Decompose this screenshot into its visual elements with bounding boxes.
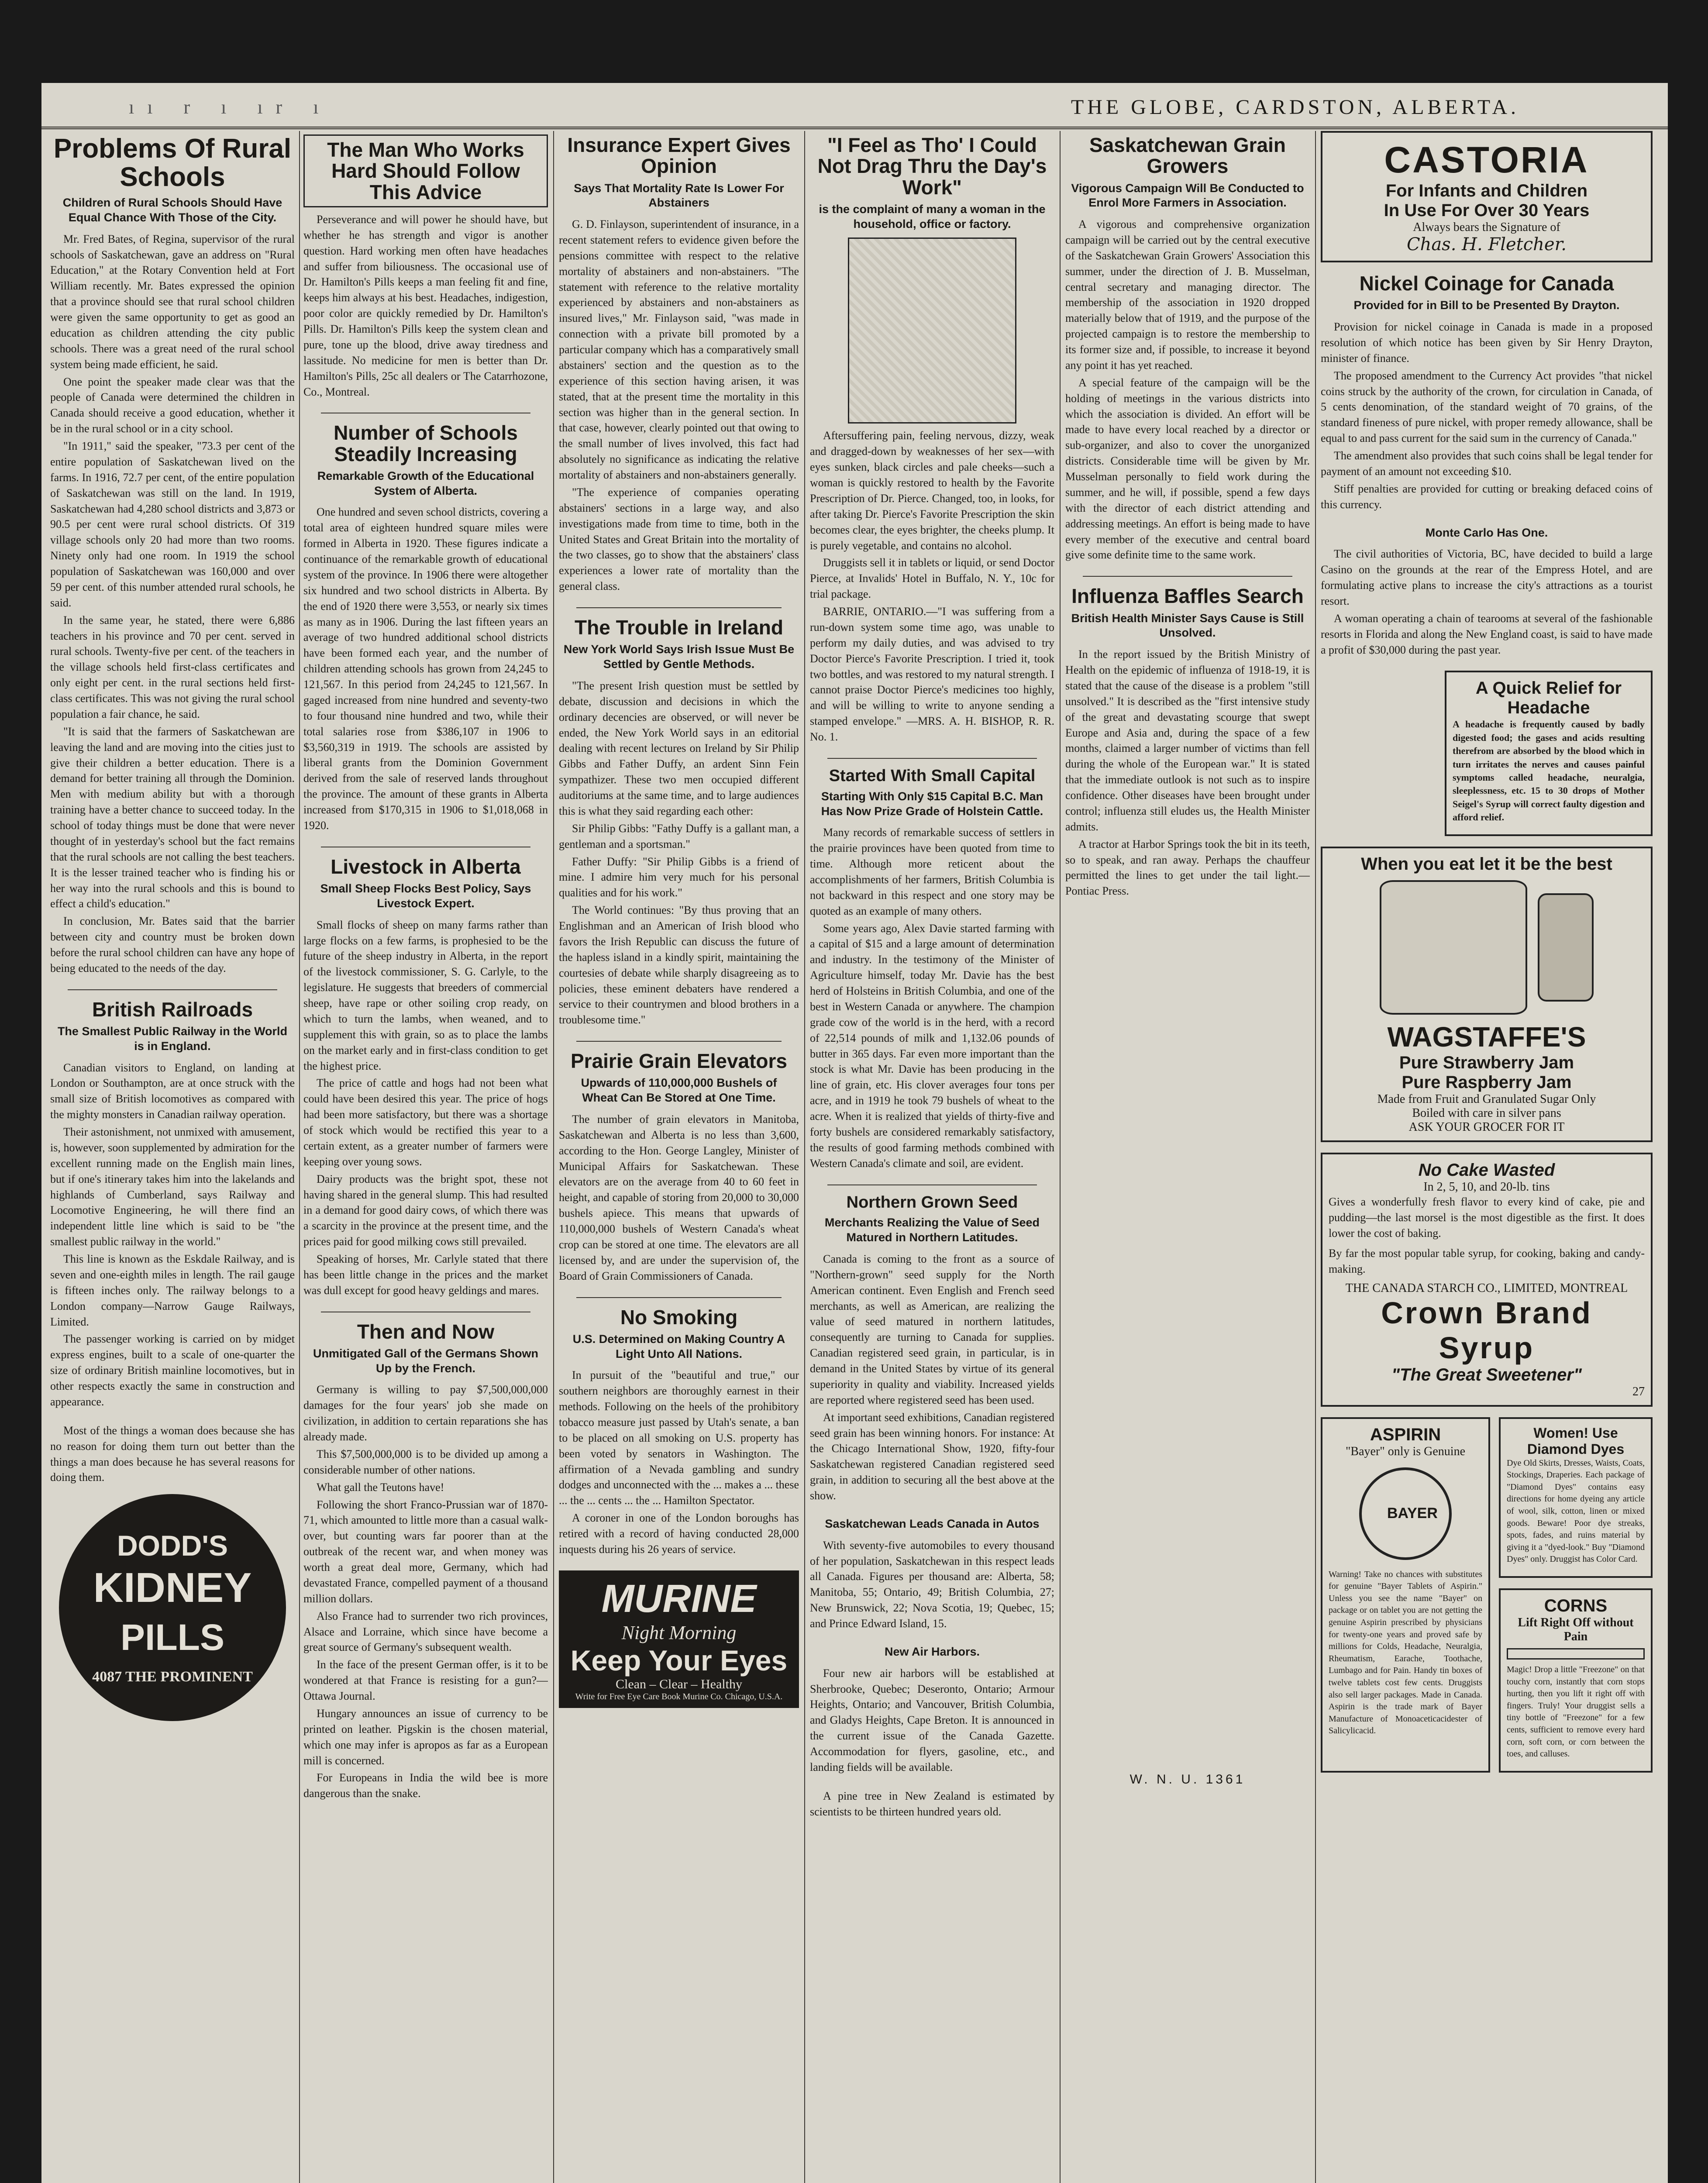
paragraph: Dairy products was the bright spot, these not having shared in the general slump. This had resulted in a demand for good dairy cows, of which there was a scarcity in the province at the present time, and the prices paid for good milking cows still prevailed. bbox=[303, 1172, 548, 1248]
separator bbox=[576, 1041, 782, 1042]
article-body bbox=[810, 825, 1054, 1171]
deck: is the complaint of many a woman in the household, office or factory. bbox=[819, 202, 1046, 231]
ad-line: For Infants and Children bbox=[1385, 181, 1588, 200]
wnu-mark: W. N. U. 1361 bbox=[1129, 1772, 1246, 1787]
article-body bbox=[50, 1060, 295, 1410]
ad-title: CORNS bbox=[1544, 1596, 1608, 1616]
ad-line: 4087 THE PROMINENT bbox=[92, 1669, 253, 1685]
crown-brand-syrup-ad bbox=[1321, 1153, 1653, 1406]
fletcher-signature: Chas. H. Fletcher. bbox=[1406, 234, 1567, 255]
headline: Influenza Baffles Search bbox=[1071, 585, 1304, 608]
paragraph: Many records of remarkable success of settlers in the prairie provinces have been quoted from time to time. Although more reticent about the accomplishments of her farmers, British Columbia is not backward in this respect and one story may be quoted as an example of many others. bbox=[810, 826, 1054, 917]
ad-text: Gives a wonderfully fresh flavor to every kind of cake, pie and pudding—the last morsel is the most digestible as the first. It does lower the cost of baking. bbox=[1329, 1195, 1645, 1240]
deck: U.S. Determined on Making Country A Light Unto All Nations. bbox=[572, 1332, 785, 1360]
paragraph: The World continues: "By thus proving that an Englishman and an American of Irish blood who favors the Irish Republic can discuss the future of the hapless island in a kindly spirit, maintaining the courtesies of debate while sharply disagreeing as to policies, these eminent debaters have rendered a service to their countrymen and blood brothers in a troublesome time." bbox=[559, 904, 799, 1026]
masthead-marks: ıı r ı ır ı bbox=[129, 96, 332, 118]
paragraph: With seventy-five automobiles to every thousand of her population, Saskatchewan in this respect leads all Canada. Figures per thousand are: Alberta, 58; Manitoba, 55; Ontario, 49; British Columbia, 27; New Brunswick, 22; Nova Scotia, 19; Quebec, 15; and Prince Edward Island, 15. bbox=[810, 1539, 1054, 1630]
ad-text: Warning! Take no chances with substitutes for genuine "Bayer Tablets of Aspirin." Unless you see the name "Bayer" on package or on tablet you are not getting the genuine Aspirin prescribed by physicians for twenty-one years and proved safe by millions for Colds, Headache, Neuralgia, Rheumatism, Earache, Toothache, Lumbago and for Pain. Handy tin boxes of twelve tablets cost few cents. Druggists also sell larger packages. Made in Canada. Aspirin is the trade mark of Bayer Manufacture of Monoaceticacidester of Salicylicacid. bbox=[1329, 1569, 1482, 1736]
deck: Upwards of 110,000,000 Bushels of Wheat Can Be Stored at One Time. bbox=[581, 1076, 777, 1105]
paragraph: The proposed amendment to the Currency Act provides "that nickel coins struck by the authority of the crown, for circulation in Canada, of 5 cents denomination, of the standard weight of 70 grains, of the standard fineness of pure nickel, with proper remedy allowance, shall be equal to and pass current for the said sum in the currency of Canada." bbox=[1321, 369, 1653, 445]
ad-text: A headache is frequently caused by badly digested food; the gases and acids resulting therefrom are absorbed by the blood which in turn irritates the nerves and causes painful symptoms called headache, neuralgia, sleeplessness, etc. 15 to 30 drops of Mother Seigel's Syrup will correct faulty digestion and afford relief. bbox=[1453, 719, 1645, 823]
paragraph: The amendment also provides that such coins shall be legal tender for payment of an amount not exceeding $10. bbox=[1321, 449, 1653, 478]
ad-title: Women! Use Diamond Dyes bbox=[1527, 1425, 1625, 1457]
paragraph: Also France had to surrender two rich provinces, Alsace and Lorraine, which since have become a great source of Germany's subsequent wealth. bbox=[303, 1609, 548, 1654]
column-rule bbox=[1060, 131, 1061, 2183]
paragraph: In the same year, he stated, there were 6,886 teachers in his province and 70 per cent. served in rural schools. Twenty-five per cent. of the teachers in the village schools held first-class certificates and only eight per cent. in the rural sections held first-class certificates. This was not giving the rural school population a fair chance, he said. bbox=[50, 613, 295, 720]
paragraph: One hundred and seven school districts, covering a total area of eighteen hundred square miles were formed in Alberta in 1920. These figures indicate a continuance of the remarkable growth of educational system of the province. In 1906 there were altogether six hundred and two school districts in Alberta. By the end of 1920 there were 3,553, or nearly six times as many as in 1906. During the last fifteen years an average of two hundred additional school districts have been formed each year, and the number of children attending schools has grown from 24,245 to 121,567. In this period from 24,245 to 121,567. In gaged increased from nine hundred and seventy-two to four thousand nine hundred and two, while their total salaries rose from $386,107 in 1906 to $3,560,319 in 1919. The schools are assisted by liberal grants from the Dominion Government derived from the sale of reserved lands throughout the province. The amount of these grants in Alberta increased from $170,315 in 1906 to $1,018,068 in 1920. bbox=[303, 506, 548, 832]
article-man-who-works-hard bbox=[303, 134, 548, 399]
article-saskatchewan-grain-growers bbox=[1065, 134, 1310, 563]
article-insurance-expert bbox=[559, 134, 799, 594]
article-monte-carlo bbox=[1321, 526, 1653, 658]
ad-line: Lift Right Off without Pain bbox=[1518, 1616, 1634, 1644]
column-rule bbox=[804, 131, 805, 2183]
paragraph: A vigorous and comprehensive organization campaign will be carried out by the central executive of the Saskatchewan Grain Growers' Association this summer, under the direction of J. B. Musselman, central secretary and managing director. The membership of the association in 1920 dropped materially below that of 1919, and the purpose of the projected campaign is to restore the membership to its former size and, if possible, to increase it beyond any point it has yet reached. bbox=[1065, 218, 1310, 372]
deck: New York World Says Irish Issue Must Be Settled by Gentle Methods. bbox=[563, 643, 795, 671]
deck: Unmitigated Gall of the Germans Shown Up by the French. bbox=[313, 1346, 539, 1375]
paragraph: The passenger working is carried on by midget express engines, built to a scale of one-quarter the size of ordinary British mainline locomotives, but in other respects exactly the same in construction and appearance. bbox=[50, 1333, 295, 1408]
article-body bbox=[1321, 319, 1653, 513]
headline: No Smoking bbox=[620, 1305, 738, 1329]
right-ad-stack bbox=[1499, 1417, 1653, 1783]
headline: Number of Schools Steadily Increasing bbox=[334, 421, 518, 465]
column-4 bbox=[810, 131, 1054, 1824]
wagstaffes-jam-ad bbox=[1321, 847, 1653, 1142]
paragraph: The price of cattle and hogs had not been what could have been desired this year. The price of hogs had been more satisfactory, but there was a shortage of stock which would be rectified this year to a certain extent, as a greater number of farmers were keeping over young sows. bbox=[303, 1077, 548, 1168]
ad-line: No Cake Wasted bbox=[1418, 1160, 1555, 1180]
article-started-small-capital bbox=[810, 768, 1054, 1171]
deck: British Health Minister Says Cause is Still Unsolved. bbox=[1071, 611, 1304, 640]
article-body bbox=[1065, 647, 1310, 899]
separator bbox=[68, 989, 277, 990]
paragraph: In the report issued by the British Ministry of Health on the epidemic of influenza of 1918-19, it is stated that the cause of the disease is a problem "still unsolved." It is described as the "first intensive study of the great and devastating scourge that swept Europe and Asia and, during the space of a few months, claimed a larger number of victims than fell during the whole of the European war." It is stated that the immediate outlook is not such as to inspire confidence. Other diseases have been brought under control; influenza still eludes us, the Health Minister admits. bbox=[1065, 648, 1310, 833]
deck: Provided for in Bill to be Presented By Drayton. bbox=[1353, 299, 1620, 312]
paragraph: Provision for nickel coinage in Canada is made in a proposed resolution of which notice has been given by Sir Henry Drayton, minister of finance. bbox=[1321, 320, 1653, 365]
paragraph: The number of grain elevators in Manitoba, Saskatchewan and Alberta is no less than 3,600, according to the Hon. George Langley, Minister of Municipal Affairs for Saskatchewan. These elevators are on the average from 40 to 60 feet in height, and capable of storing from 20,000 to 30,000 bushels apiece. This means that upwards of 110,000,000 bushels of Western Canada's wheat crop can be stored at one time. The elevators are all licensed by, and are under the supervision of, the Board of Grain Commissioners of Canada. bbox=[559, 1112, 799, 1282]
article-body bbox=[810, 1538, 1054, 1632]
deck: Vigorous Campaign Will Be Conducted to Enrol More Farmers in Association. bbox=[1071, 181, 1304, 210]
deck: Starting With Only $15 Capital B.C. Man Has Now Prize Grade of Holstein Cattle. bbox=[821, 789, 1043, 818]
paragraph: "The experience of companies operating abstainers' sections in a large way, and also investigations made from time to time, both in the United States and Great Britain into the mortality of the two classes, go to show that the abstainers' class experiences a lower rate of mortality than the general class. bbox=[559, 485, 799, 593]
article-body bbox=[303, 917, 548, 1298]
paragraph: Druggists sell it in tablets or liquid, or send Doctor Pierce, at Invalids' Hotel in Buffalo, N. Y., 10c for trial package. bbox=[810, 556, 1054, 601]
article-nickel-coinage bbox=[1321, 273, 1653, 513]
ad-line: MURINE bbox=[601, 1577, 757, 1621]
ad-line: Pure Raspberry Jam bbox=[1402, 1073, 1572, 1092]
corns-freezone-ad bbox=[1499, 1588, 1653, 1773]
paragraph: Small flocks of sheep on many farms rather than large flocks on a few farms, is prophesied to be the future of the sheep industry in Alberta, in the report of the livestock commissioner, S. G. Carlyle, to the legislature. He suggests that breeders of commercial sheep, have rape or other soiling crop ready, on which to turn the lambs, when weaned, and to supplement this with grain, so as to place the lambs on the market early and in first-class condition to get the highest price. bbox=[303, 918, 548, 1072]
headline: The Trouble in Ireland bbox=[575, 616, 783, 639]
ad-text: By far the most popular table syrup, for cooking, baking and candy-making. bbox=[1329, 1246, 1645, 1275]
deck: The Smallest Public Railway in the World is in England. bbox=[57, 1025, 288, 1053]
bottom-ads-row bbox=[1321, 1417, 1653, 1783]
headache-relief-ad bbox=[1445, 671, 1653, 836]
ad-line: PILLS bbox=[120, 1617, 224, 1658]
column-1 bbox=[50, 131, 295, 1730]
paragraph: This line is known as the Eskdale Railway, and is seven and one-eighth miles in length. The rail gauge is fifteen inches only. The railway belongs to a London company—Narrow Gauge Railways, Limited. bbox=[50, 1253, 295, 1328]
article-northern-grown-seed bbox=[810, 1194, 1054, 1504]
paragraph: A coroner in one of the London boroughs has retired with a record of having conducted 28,000 inquests during his 26 years of service. bbox=[559, 1512, 799, 1556]
ad-line: Night Morning bbox=[621, 1622, 737, 1643]
paragraph: Aftersuffering pain, feeling nervous, dizzy, weak and dragged-down by weaknesses of her sex—with eyes sunken, black circles and pale cheeks—such a woman is quickly restored to health by the Favorite Prescription of Dr. Pierce. Changed, too, in looks, for after taking Dr. Pierce's Favorite Prescription the skin becomes clear, the eyes brighter, the cheeks plump. It is purely vegetable, and contains no alcohol. bbox=[810, 429, 1054, 552]
paragraph: In the face of the present German offer, is it to be wondered at that France is resisting for a gun?—Ottawa Journal. bbox=[303, 1658, 548, 1703]
article-saskatchewan-autos bbox=[810, 1517, 1054, 1632]
article-body bbox=[50, 231, 295, 976]
column-6-ads bbox=[1321, 131, 1653, 1783]
article-then-and-now bbox=[303, 1321, 548, 1802]
foot-bottle-icon bbox=[1507, 1648, 1645, 1660]
paragraph: One point the speaker made clear was that the people of Canada were determined the children in Canada should receive a good education, whether it be in the rural school or in a city school. bbox=[50, 375, 295, 435]
ad-line: Always bears the Signature of bbox=[1413, 220, 1560, 234]
article-body bbox=[303, 212, 548, 400]
article-british-railroads bbox=[50, 999, 295, 1410]
paragraph: At important seed exhibitions, Canadian registered seed grain has been winning honors. For instance: At the Chicago International Show, 1920, fifty-four Saskatchewan registered Canadian registered seed grain, in addition to securing all the best above at the show. bbox=[810, 1411, 1054, 1502]
separator bbox=[827, 758, 1037, 759]
article-body bbox=[559, 678, 799, 1028]
paragraph: Speaking of horses, Mr. Carlyle stated that there has been little change in the prices and the market was dull except for good heavy geldings and mares. bbox=[303, 1253, 548, 1297]
headline: Problems Of Rural Schools bbox=[53, 134, 292, 193]
dodds-kidney-pills-ad bbox=[59, 1494, 286, 1721]
paragraph: Most of the things a woman does because she has no reason for doing them turn out better than the things a man does because he has several reasons for doing them. bbox=[50, 1424, 295, 1484]
ad-line: Pure Strawberry Jam bbox=[1399, 1053, 1574, 1073]
bayer-label: BAYER bbox=[1387, 1505, 1438, 1522]
separator bbox=[1083, 576, 1292, 577]
paragraph: A woman operating a chain of tearooms at several of the fashionable resorts in Florida and along the New England coast, is said to have made a profit of $30,000 during the past year. bbox=[1321, 612, 1653, 656]
ad-text: Dye Old Skirts, Dresses, Waists, Coats, Stockings, Draperies. Each package of "Diamond Dyes" contains easy directions for home dyeing any article of wool, silk, cotton, linen or mixed goods. Beware! Poor dye streaks, spots, fades, and ruins material by giving it a "dyed-look." Buy "Diamond Dyes" only. Druggist has Color Card. bbox=[1507, 1458, 1645, 1564]
headline: Started With Small Capital bbox=[829, 766, 1036, 785]
article-body bbox=[559, 217, 799, 594]
paragraph: Stiff penalties are provided for cutting or breaking defaced coins of this currency. bbox=[1321, 482, 1653, 511]
ad-line: In Use For Over 30 Years bbox=[1384, 201, 1590, 220]
deck: Merchants Realizing the Value of Seed Matured in Northern Latitudes. bbox=[824, 1216, 1040, 1244]
article-prairie-grain-elevators bbox=[559, 1050, 799, 1284]
ad-line: KIDNEY bbox=[93, 1564, 252, 1611]
paragraph: "It is said that the farmers of Saskatchewan are leaving the land and are moving into the cities just to give their children a better education. There is a demand for better training all through the Dominion. Men with medium ability but with a thorough training have a better chance to succeed today. In the school of today things must be done that were never thought of in yesterday's school but the fact remains that the rural schools are not calling the best teachers. It is the lesser trained teacher who is finding his or her way into the rural schools and this is bound to effect a child's education." bbox=[50, 725, 295, 910]
paragraph: "The present Irish question must be settled by debate, discussion and decisions in which the ordinary decencies are observed, or will never be ended, the New York World says in an editorial dealing with recent lectures on Ireland by Sir Philip Gibbs and Father Duffy, an ardent Sinn Fein sympathizer. These two men occupied different auditoriums at the same time, and to large audiences this is what they said regarding each other: bbox=[559, 679, 799, 817]
ad-banner: When you eat let it be the best bbox=[1361, 854, 1612, 874]
deck: Says That Mortality Rate Is Lower For Abstainers bbox=[574, 181, 784, 210]
paragraph: Some years ago, Alex Davie started farming with a capital of $15 and a large amount of determination and industry. In the testimony of the Minister of Agriculture himself, today Mr. Davie has the best herd of Holsteins in British Columbia, and one of the best in Western Canada or anywhere. The champion grade cow of the world is in the herd, with a record of 22,514 pounds of milk and 1,132.06 pounds of butter in 365 days. Far even more important than the stock is what Mr. Davie has been producing in the line of grain, etc. His clover averages four tons per acre, and in 1919 he took 79 bushels of wheat to the acre. When it is realized that yields of thirty-five and forty bushels are considered remarkably satisfactory, the results of good farming methods combined with Western Canada's climate and soil, are evident. bbox=[810, 922, 1054, 1170]
column-2 bbox=[303, 131, 548, 1815]
ad-line: Clean – Clear – Healthy bbox=[616, 1677, 742, 1691]
headline: Prairie Grain Elevators bbox=[570, 1050, 788, 1073]
ad-maker: THE CANADA STARCH CO., LIMITED, MONTREAL bbox=[1345, 1281, 1628, 1295]
article-body bbox=[559, 1112, 799, 1284]
ad-line: "Bayer" only is Genuine bbox=[1345, 1444, 1466, 1458]
paragraph: Their astonishment, not unmixed with amusement, is, however, soon supplemented by admiration for the excellent running made on the English main lines, but if one's itinerary takes him into the lakelands and highlands of Cumberland, says Railway and Locomotive Engineering, he will there find an independent little line which is said to be "the smallest public railway in the world." bbox=[50, 1126, 295, 1248]
article-body bbox=[810, 428, 1054, 745]
headline: The Man Who Works Hard Should Follow This Advice bbox=[303, 134, 548, 207]
article-body bbox=[303, 504, 548, 833]
column-3 bbox=[559, 131, 799, 1708]
separator bbox=[576, 1297, 782, 1298]
headline: Saskatchewan Grain Growers bbox=[1089, 134, 1286, 178]
article-body bbox=[810, 1666, 1054, 1775]
article-number-of-schools bbox=[303, 422, 548, 833]
masthead bbox=[41, 92, 1668, 129]
paragraph: Hungary announces an issue of currency to be printed on leather. Pigskin is the chosen material, which one may infer is apropos as far as a European mill is concerned. bbox=[303, 1707, 548, 1767]
article-trouble-in-ireland bbox=[559, 617, 799, 1028]
paragraph: G. D. Finlayson, superintendent of insurance, in a recent statement refers to evidence given before the pensions committee with respect to the relative mortality of abstainers and non-abstainers. "The statement with reference to the relative mortality experienced by abstainers and non-abstainers as insured lives," Mr. Finlayson said, "was made in connection with a private bill promoted by a particular company which has a comparatively small abstainers' section and the question as to the experience of this section having arisen, it was stated, that at the present time the mortality in this section was higher than in the general section. In that case, however, clearly pointed out that owing to the small number of lives involved, this fact had absolutely no significance as indicating the relative mortality of abstainers and non-abstainers generally. bbox=[559, 218, 799, 482]
paragraph: BARRIE, ONTARIO.—"I was suffering from a run-down system some time ago, was unable to perform my daily duties, and was advised to try Doctor Pierce's Favorite Prescription. I tried it, took two bottles, and was restored to my natural strength. I cannot praise Doctor Pierce's medicines too highly, and will be willing to write to anyone sending a stamped envelope." —MRS. A. H. BISHOP, R. R. No. 1. bbox=[810, 605, 1054, 744]
paragraph: Father Duffy: "Sir Philip Gibbs is a friend of mine. I admire him very much for his personal qualities and for his work." bbox=[559, 855, 799, 899]
ad-line: ASK YOUR GROCER FOR IT bbox=[1408, 1120, 1565, 1134]
filler-item bbox=[810, 1788, 1054, 1820]
ad-title: ASPIRIN bbox=[1370, 1425, 1441, 1444]
deck: Children of Rural Schools Should Have Equal Chance With Those of the City. bbox=[62, 196, 282, 224]
newspaper-page bbox=[41, 83, 1668, 2183]
separator bbox=[827, 1184, 1037, 1185]
bayer-cross-icon bbox=[1359, 1467, 1452, 1560]
article-body bbox=[559, 1367, 799, 1557]
ad-title: CASTORIA bbox=[1384, 139, 1589, 180]
headline: New Air Harbors. bbox=[884, 1645, 980, 1658]
deck: Small Sheep Flocks Best Policy, Says Livestock Expert. bbox=[320, 882, 531, 910]
paragraph: What gall the Teutons have! bbox=[317, 1481, 444, 1494]
page-folio: THE GLOBE, CARDSTON, ALBERTA. bbox=[1071, 96, 1519, 119]
paragraph: The civil authorities of Victoria, BC, have decided to build a large Casino on the grounds at the rear of the Empress Hotel, and are formulating active plans to increase the city's attractions as a tourist resort. bbox=[1321, 547, 1653, 607]
headline: "I Feel as Tho' I Could Not Drag Thru the Day's Work" bbox=[817, 134, 1047, 199]
article-body bbox=[810, 1251, 1054, 1504]
paragraph: Mr. Fred Bates, of Regina, supervisor of the rural schools of Saskatchewan, gave an address on "Rural Education," at the Rotary Convention held at Fort William recently. Mr. Bates expressed the opinion that a province should see that rural school children were given the same opportunity to get as good an education as children attending the city public schools. There was a great need of the rural school system being made efficient, he said. bbox=[50, 232, 295, 371]
paragraph: In pursuit of the "beautiful and true," our southern neighbors are thoroughly earnest in their methods. Following on the heels of the prohibitory tobacco measure just passed by Utah's senate, a ban to be placed on all smoking on U.S. property has been voted by senators in Washington. The affirmation of a Nevada gambling and sundry dodges and unconnected with the ... makes a ... these ... the ... cents ... the ... Hamilton Spectator. bbox=[559, 1369, 799, 1507]
paragraph: A tractor at Harbor Springs took the bit in its teeth, so to speak, and ran away. Perhaps the chauffeur permitted the lines to get under the tail light.—Pontiac Press. bbox=[1065, 837, 1310, 898]
paragraph: Canada is coming to the front as a source of "Northern-grown" seed supply for the North American continent. Even English and French seed merchants, as well as American, are realizing the value of seed matured in northern latitudes, consequently are turning to Canada for supplies. Canadian registered seed grain, in particular, is in demand in the United States by virtue of its general superiority in quality and viability. Increased yields are reported where registered seed has been used. bbox=[810, 1252, 1054, 1406]
ad-line: Write for Free Eye Care Book Murine Co. Chicago, U.S.A. bbox=[575, 1691, 783, 1701]
filler-item bbox=[50, 1423, 295, 1486]
paragraph: A pine tree in New Zealand is estimated by scientists to be thirteen hundred years old. bbox=[810, 1789, 1054, 1818]
column-5 bbox=[1065, 131, 1310, 1787]
paragraph: This $7,500,000,000 is to be divided up among a considerable number of other nations. bbox=[303, 1447, 548, 1476]
headline: Livestock in Alberta bbox=[331, 855, 521, 878]
article-influenza-baffles-search bbox=[1065, 585, 1310, 899]
column-rule bbox=[299, 131, 300, 2183]
article-no-smoking bbox=[559, 1307, 799, 1557]
jam-jar-icon bbox=[1538, 893, 1594, 1002]
headline: British Railroads bbox=[92, 998, 253, 1021]
headline: Northern Grown Seed bbox=[846, 1193, 1018, 1212]
paragraph: Canadian visitors to England, on landing at London or Southampton, are at once struck with the small size of British locomotives as compared with the mighty monsters in Canadian railway operation. bbox=[50, 1061, 295, 1121]
deck: Remarkable Growth of the Educational System of Alberta. bbox=[317, 469, 534, 497]
column-rule bbox=[553, 131, 554, 2183]
article-problems-rural-schools bbox=[50, 134, 295, 976]
separator bbox=[576, 607, 782, 608]
paragraph: Sir Philip Gibbs: "Fathy Duffy is a gallant man, a gentleman and a sportsman." bbox=[559, 822, 799, 850]
ad-line: Made from Fruit and Granulated Sugar Only bbox=[1377, 1092, 1596, 1106]
article-new-air-harbors bbox=[810, 1645, 1054, 1775]
article-body bbox=[1321, 546, 1653, 658]
paragraph: Four new air harbors will be established at Sherbrooke, Quebec; Deseronto, Ontario; Armour Heights, Ontario; and Vancouver, British Columbia, and Gladys Heights, Cape Breton. It is announced in the current issue of the Canada Gazette. Accommodation for flyers, gasoline, etc., and landing fields will be available. bbox=[810, 1667, 1054, 1773]
headline: Saskatchewan Leads Canada in Autos bbox=[825, 1517, 1040, 1530]
murine-eye-ad bbox=[559, 1570, 799, 1708]
ad-brand: Crown Brand Syrup bbox=[1381, 1295, 1592, 1365]
headline: Insurance Expert Gives Opinion bbox=[567, 134, 791, 178]
ad-slogan: "The Great Sweetener" bbox=[1391, 1365, 1582, 1384]
pierce-prescription-ad bbox=[810, 134, 1054, 745]
paragraph: Germany is willing to pay $7,500,000,000 damages for the four years' job she made on civilization, in addition to certain reparations she has already made. bbox=[303, 1383, 548, 1443]
ad-brand: WAGSTAFFE'S bbox=[1387, 1021, 1586, 1053]
paragraph: In conclusion, Mr. Bates said that the barrier between city and country must be broken down before the rural school children can have any hope of being educated to the needs of the day. bbox=[50, 915, 295, 974]
paragraph: Perseverance and will power he should have, but whether he has strength and vigor is another question. Hard working men often have headaches and suffer from biliousness. The occasional use of Dr. Hamilton's Pills keeps a man feeling fit and fine, keeps him always at his best. Headaches, indigestion, poor color are quickly remedied by Dr. Hamilton's Pills. Dr. Hamilton's Pills keep the system clean and pure, tone up the blood, drive away tiredness and lassitude. No medicine for men is better than Dr. Hamilton's Pills, 25c all dealers or The Catarrhozone, Co., Montreal. bbox=[303, 213, 548, 398]
column-rule bbox=[1315, 131, 1316, 2183]
ad-title: A Quick Relief for Headache bbox=[1475, 678, 1622, 718]
ad-line: Keep Your Eyes bbox=[570, 1644, 788, 1677]
article-body bbox=[303, 1382, 548, 1801]
paragraph: For Europeans in India the wild bee is more dangerous than the snake. bbox=[303, 1771, 548, 1800]
aspirin-ad bbox=[1321, 1417, 1490, 1773]
article-livestock-alberta bbox=[303, 856, 548, 1298]
paragraph: "In 1911," said the speaker, "73.3 per cent of the entire population of Saskatchewan lived on the farms. In 1916, 72.7 per cent, of the entire population of Saskatchewan was still on the land. In 1919, Saskatchewan had 4,280 school districts and 3,873 or 90.5 per cent were rural school districts. Of 319 village schools only 20 had more than two rooms. Ninety only had one room. In 1919 the school population of Saskatchewan was 160,000 and over 59 per cent. of this number attended rural schools, he said. bbox=[50, 440, 295, 609]
article-body bbox=[1065, 217, 1310, 563]
ad-line: In 2, 5, 10, and 20-lb. tins bbox=[1423, 1180, 1550, 1194]
jam-can-icon bbox=[1380, 880, 1527, 1015]
woman-illustration-icon bbox=[848, 238, 1016, 424]
diamond-dyes-ad bbox=[1499, 1417, 1653, 1578]
headline: Monte Carlo Has One. bbox=[1425, 526, 1548, 539]
paragraph: Following the short Franco-Prussian war of 1870-71, which amounted to little more than a casual walk-over, but counting wars far poorer than at the outbreak of the recent war, and when money was worth a great deal more, Germany, which had devastated France, compelled payment of a thousand million dollars. bbox=[303, 1498, 548, 1605]
castoria-ad bbox=[1321, 131, 1653, 262]
ad-text: Magic! Drop a little "Freezone" on that touchy corn, instantly that corn stops hurting, then you lift it right off with fingers. Truly! Your druggist sells a tiny bottle of "Freezone" for a few cents, sufficient to remove every hard corn, soft corn, or corn between the toes, and calluses. bbox=[1507, 1665, 1645, 1759]
ad-line: Boiled with care in silver pans bbox=[1412, 1106, 1561, 1120]
headline: Then and Now bbox=[357, 1320, 495, 1343]
ad-line: DODD'S bbox=[117, 1529, 228, 1562]
paragraph: A special feature of the campaign will be the holding of meetings in the various districts into which the association is divided. An effort will be made to have every local reached by a director or sub-organizer, and also to cover the unorganized districts. Considerable time will be given by Mr. Musselman personally to field work during the summer, and he will, if possible, spend a few days with the director of each district attending and addressing meetings. An effort is being made to have every member of the executive and central board give some definite time to the same work. bbox=[1065, 376, 1310, 561]
headline: Nickel Coinage for Canada bbox=[1359, 272, 1614, 295]
ad-code: 27 bbox=[1632, 1384, 1645, 1398]
